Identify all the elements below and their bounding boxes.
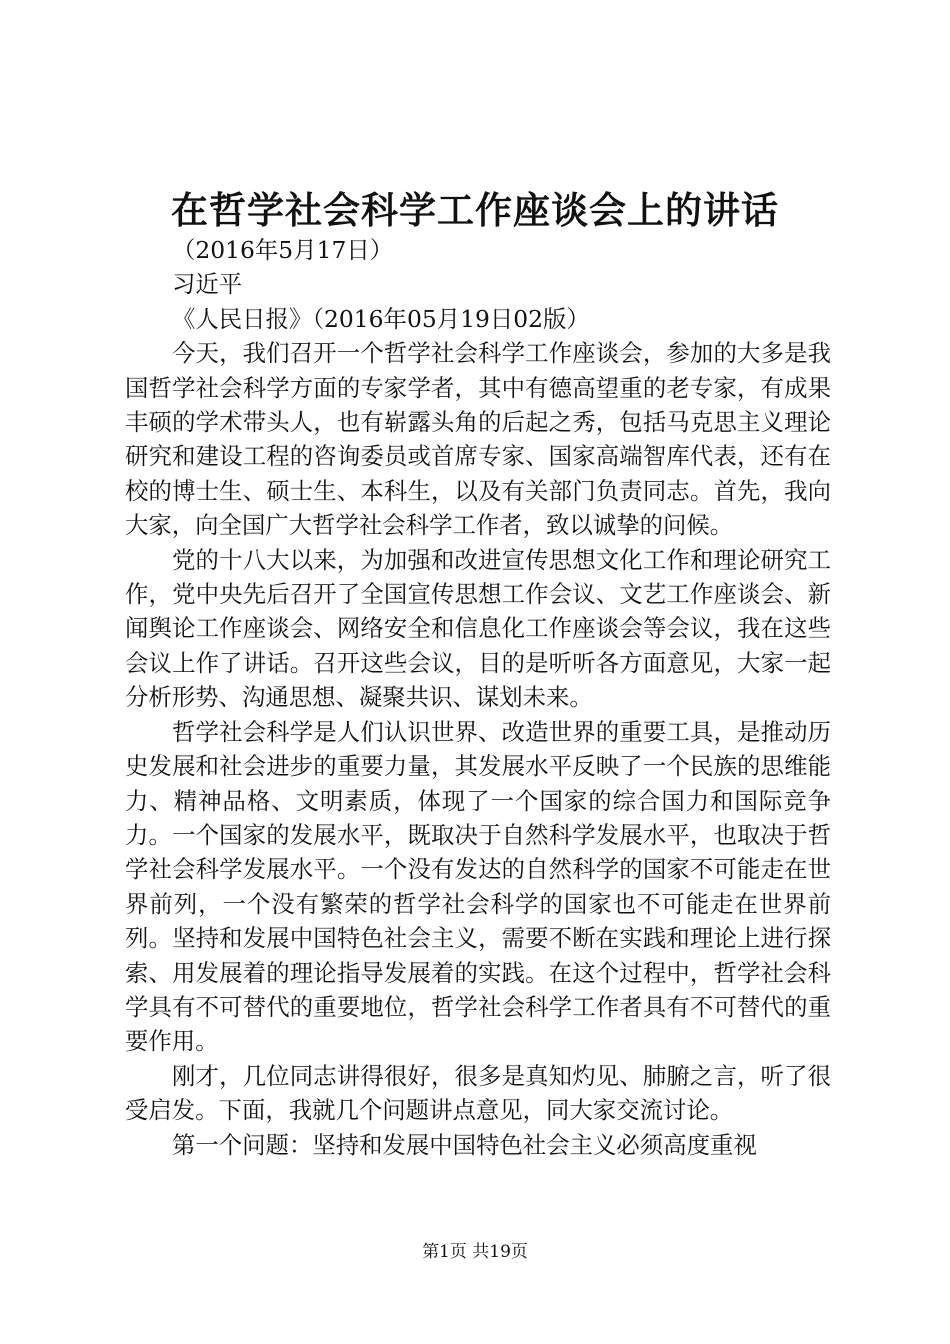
document-title: 在哲学社会科学工作座谈会上的讲话 bbox=[171, 188, 779, 232]
paragraph: 哲学社会科学是人们认识世界、改造世界的重要工具，是推动历史发展和社会进步的重要力量，其发展水平反映了一个民族的思维能力、精神品格、文明素质，体现了一个国家的综合国力和国际竞争力。一个国家的发展水平，既取决于自然科学发展水平，也取决于哲学社会科学发展水平。一个没有发达的自然科学的国家不可能走在世界前列，一个没有繁荣的哲学社会科学的国家也不可能走在世界前列。坚持和发展中国特色社会主义，需要不断在实践和理论上进行探索、用发展着的理论指导发展着的实践。在这个过程中，哲学社会科学具有不可替代的重要地位，哲学社会科学工作者具有不可替代的重要作用。 bbox=[125, 717, 831, 1056]
paragraph: 今天，我们召开一个哲学社会科学工作座谈会，参加的大多是我国哲学社会科学方面的专家学者，其中有德高望重的老专家，有成果丰硕的学术带头人，也有崭露头角的后起之秀，包括马克思主义理论研究和建设工程的咨询委员或首席专家、国家高端智库代表，还有在校的博士生、硕士生、本科生，以及有关部门负责同志。首先，我向大家，向全国广大哲学社会科学工作者，致以诚挚的问候。 bbox=[125, 339, 831, 540]
speech-author: 习近平 bbox=[172, 270, 243, 299]
document-body bbox=[125, 233, 831, 1162]
paragraph: 刚才，几位同志讲得很好，很多是真知灼见、肺腑之言，听了很受启发。下面，我就几个问题讲点意见，同大家交流讨论。 bbox=[125, 1061, 831, 1125]
paragraph: 党的十八大以来，为加强和改进宣传思想文化工作和理论研究工作，党中央先后召开了全国宣传思想工作会议、文艺工作座谈会、新闻舆论工作座谈会、网络安全和信息化工作座谈会等会议，我在这些会议上作了讲话。召开这些会议，目的是听听各方面意见，大家一起分析形势、沟通思想、凝聚共识、谋划未来。 bbox=[125, 545, 831, 712]
page-number-footer: 第1页 共19页 bbox=[422, 1242, 528, 1262]
paragraph: 第一个问题：坚持和发展中国特色社会主义必须高度重视 bbox=[172, 1130, 757, 1159]
speech-date: （2016年5月17日） bbox=[172, 236, 394, 264]
publication-source: 《人民日报》（2016年05月19日02版） bbox=[172, 304, 590, 333]
